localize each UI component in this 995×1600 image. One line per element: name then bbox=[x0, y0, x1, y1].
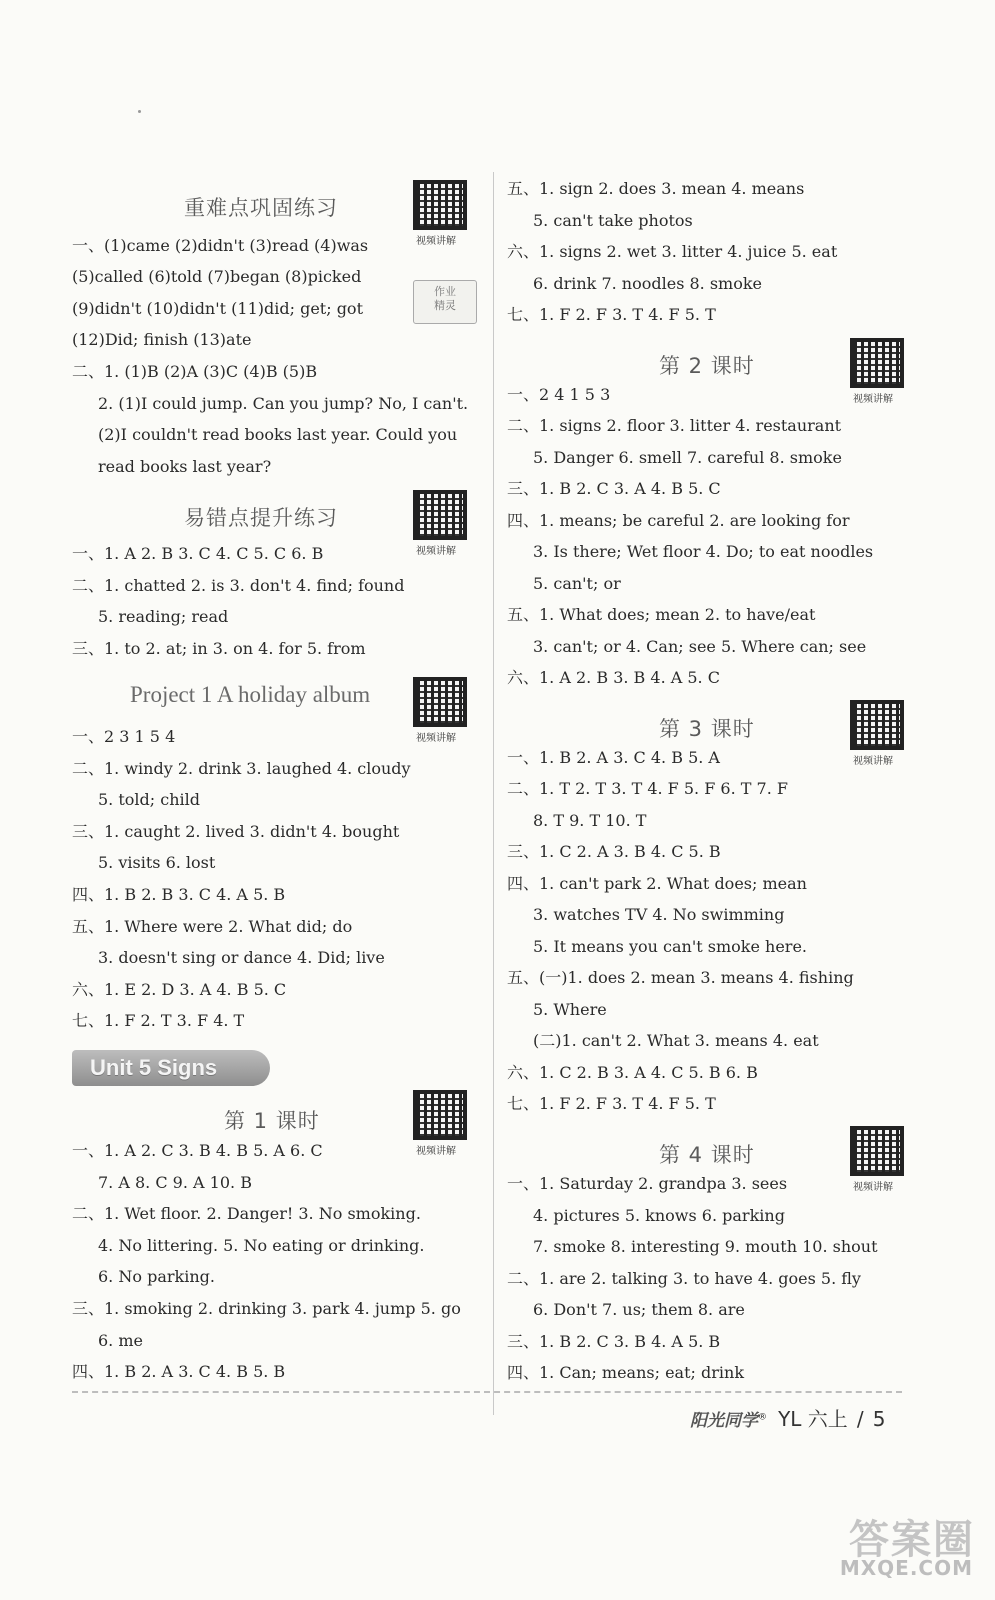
answer-line: 6. Don't 7. us; them 8. are bbox=[533, 1300, 745, 1319]
answer-line: 4. pictures 5. knows 6. parking bbox=[533, 1206, 785, 1225]
answer-line: 四、1. can't park 2. What does; mean bbox=[507, 874, 807, 893]
section-heading: Project 1 A holiday album bbox=[130, 682, 371, 707]
answer-line: 3. Is there; Wet floor 4. Do; to eat noodles bbox=[533, 542, 874, 561]
answer-line: 5. Where bbox=[533, 1000, 607, 1019]
qr-label: 视频讲解 bbox=[416, 733, 456, 744]
section-heading: 第 3 课时 bbox=[659, 717, 755, 741]
answer-line: 七、1. F 2. F 3. T 4. F 5. T bbox=[507, 1094, 716, 1113]
answer-line: 一、2 4 1 5 3 bbox=[507, 385, 611, 404]
answer-line: 7. A 8. C 9. A 10. B bbox=[98, 1173, 252, 1192]
answer-line: 五、1. sign 2. does 3. mean 4. means bbox=[507, 179, 805, 198]
watermark-logo: 答案圈 bbox=[849, 1517, 975, 1563]
answer-line: 六、1. C 2. B 3. A 4. C 5. B 6. B bbox=[507, 1063, 758, 1082]
answer-line: 一、1. Saturday 2. grandpa 3. sees bbox=[507, 1174, 788, 1193]
answer-line: 三、1. B 2. C 3. B 4. A 5. B bbox=[507, 1332, 721, 1351]
answer-line: 二、1. Wet floor. 2. Danger! 3. No smoking. bbox=[72, 1204, 421, 1223]
answer-line: 二、1. signs 2. floor 3. litter 4. restaurant bbox=[507, 416, 842, 435]
answer-line: 三、1. B 2. C 3. A 4. B 5. C bbox=[507, 479, 721, 498]
watermark-url: MXQE.COM bbox=[839, 1556, 973, 1580]
answer-line: 四、1. means; be careful 2. are looking for bbox=[507, 511, 850, 530]
answer-line: 一、1. A 2. C 3. B 4. B 5. A 6. C bbox=[72, 1141, 323, 1160]
qr-code-icon[interactable] bbox=[850, 338, 904, 388]
qr-code-icon[interactable] bbox=[850, 700, 904, 750]
answer-line: 5. reading; read bbox=[98, 607, 229, 626]
answer-line: 5. can't take photos bbox=[533, 211, 693, 230]
qr-label: 视频讲解 bbox=[853, 1182, 893, 1193]
answer-line: (5)called (6)told (7)began (8)picked bbox=[72, 267, 362, 286]
answer-line: 三、1. to 2. at; in 3. on 4. for 5. from bbox=[72, 639, 366, 658]
speck bbox=[138, 110, 141, 113]
answer-line: 6. me bbox=[98, 1331, 143, 1350]
answer-line: 2. (1)I could jump. Can you jump? No, I can't. bbox=[98, 394, 469, 413]
answer-line: 8. T 9. T 10. T bbox=[533, 811, 647, 830]
answer-line: (二)1. can't 2. What 3. means 4. eat bbox=[533, 1031, 819, 1050]
answer-line: 五、1. Where were 2. What did; do bbox=[72, 917, 353, 936]
answer-line: 四、1. B 2. A 3. C 4. B 5. B bbox=[72, 1362, 286, 1381]
answer-line: 四、1. Can; means; eat; drink bbox=[507, 1363, 745, 1382]
answer-line: 七、1. F 2. T 3. F 4. T bbox=[72, 1011, 245, 1030]
answer-line: 3. can't; or 4. Can; see 5. Where can; see bbox=[533, 637, 867, 656]
answer-line: 三、1. caught 2. lived 3. didn't 4. bought bbox=[72, 822, 400, 841]
answer-line: 七、1. F 2. F 3. T 4. F 5. T bbox=[507, 305, 716, 324]
answer-line: 五、1. What does; mean 2. to have/eat bbox=[507, 605, 816, 624]
page-number: 5 bbox=[872, 1407, 886, 1431]
section-heading: 易错点提升练习 bbox=[184, 506, 338, 530]
qr-code-icon[interactable] bbox=[850, 1126, 904, 1176]
answer-line: 一、2 3 1 5 4 bbox=[72, 727, 176, 746]
answer-line: 3. doesn't sing or dance 4. Did; live bbox=[98, 948, 385, 967]
footer-rule bbox=[72, 1391, 902, 1393]
answer-line: 三、1. C 2. A 3. B 4. C 5. B bbox=[507, 842, 721, 861]
qr-label: 视频讲解 bbox=[853, 756, 893, 767]
qr-label: 视频讲解 bbox=[416, 546, 456, 557]
qr-code-icon[interactable] bbox=[413, 180, 467, 230]
section-heading: 重难点巩固练习 bbox=[184, 196, 338, 220]
answer-line: 5. told; child bbox=[98, 790, 200, 809]
answer-line: 二、1. are 2. talking 3. to have 4. goes 5. fly bbox=[507, 1269, 861, 1288]
answer-line: 5. Danger 6. smell 7. careful 8. smoke bbox=[533, 448, 842, 467]
qr-code-icon[interactable] bbox=[413, 677, 467, 727]
answer-line: (12)Did; finish (13)ate bbox=[72, 330, 252, 349]
answer-line: 五、(一)1. does 2. mean 3. means 4. fishing bbox=[507, 968, 854, 987]
unit-banner: Unit 5 Signs bbox=[72, 1050, 270, 1086]
brand-logo: 阳光同学 bbox=[690, 1411, 758, 1431]
qr-label: 视频讲解 bbox=[853, 394, 893, 405]
book-code: YL 六上 bbox=[778, 1407, 848, 1431]
qr-code-icon[interactable] bbox=[413, 490, 467, 540]
answer-line: 6. No parking. bbox=[98, 1267, 215, 1286]
column-divider bbox=[493, 172, 494, 1415]
qr-label: 视频讲解 bbox=[416, 236, 456, 247]
page-footer bbox=[690, 1403, 885, 1432]
stamp-line2: 精灵 bbox=[434, 299, 456, 312]
answer-line: 3. watches TV 4. No swimming bbox=[533, 905, 785, 924]
footer-separator: / bbox=[856, 1407, 864, 1431]
answer-line: 6. drink 7. noodles 8. smoke bbox=[533, 274, 763, 293]
answer-line: 一、1. B 2. A 3. C 4. B 5. A bbox=[507, 748, 720, 767]
answer-line: 二、1. (1)B (2)A (3)C (4)B (5)B bbox=[72, 362, 318, 381]
answer-line: 5. visits 6. lost bbox=[98, 853, 216, 872]
answer-line: 四、1. B 2. B 3. C 4. A 5. B bbox=[72, 885, 286, 904]
answer-line: 六、1. signs 2. wet 3. litter 4. juice 5. eat bbox=[507, 242, 838, 261]
answer-line: (9)didn't (10)didn't (11)did; get; got bbox=[72, 299, 363, 318]
stamp-line1: 作业 bbox=[434, 285, 456, 298]
answer-line: (2)I couldn't read books last year. Could you bbox=[98, 425, 458, 444]
answer-line: 二、1. T 2. T 3. T 4. F 5. F 6. T 7. F bbox=[507, 779, 788, 798]
answer-line: 二、1. windy 2. drink 3. laughed 4. cloudy bbox=[72, 759, 411, 778]
answer-line: 4. No littering. 5. No eating or drinking. bbox=[98, 1236, 425, 1255]
answer-line: 5. can't; or bbox=[533, 574, 621, 593]
brand-mark: ® bbox=[758, 1412, 767, 1423]
answer-line: 5. It means you can't smoke here. bbox=[533, 937, 807, 956]
answer-line: 一、(1)came (2)didn't (3)read (4)was bbox=[72, 236, 369, 255]
stamp-badge bbox=[413, 280, 477, 324]
answer-line: 二、1. chatted 2. is 3. don't 4. find; found bbox=[72, 576, 405, 595]
answer-line: 六、1. E 2. D 3. A 4. B 5. C bbox=[72, 980, 287, 999]
answer-line: 六、1. A 2. B 3. B 4. A 5. C bbox=[507, 668, 720, 687]
section-heading: 第 1 课时 bbox=[224, 1109, 320, 1133]
answer-line: 7. smoke 8. interesting 9. mouth 10. shout bbox=[533, 1237, 878, 1256]
section-heading: 第 4 课时 bbox=[659, 1143, 755, 1167]
answer-line: 三、1. smoking 2. drinking 3. park 4. jump 5. go bbox=[72, 1299, 461, 1318]
qr-label: 视频讲解 bbox=[416, 1146, 456, 1157]
answer-line: 一、1. A 2. B 3. C 4. C 5. C 6. B bbox=[72, 544, 324, 563]
answer-line: read books last year? bbox=[98, 457, 272, 476]
section-heading: 第 2 课时 bbox=[659, 354, 755, 378]
qr-code-icon[interactable] bbox=[413, 1090, 467, 1140]
